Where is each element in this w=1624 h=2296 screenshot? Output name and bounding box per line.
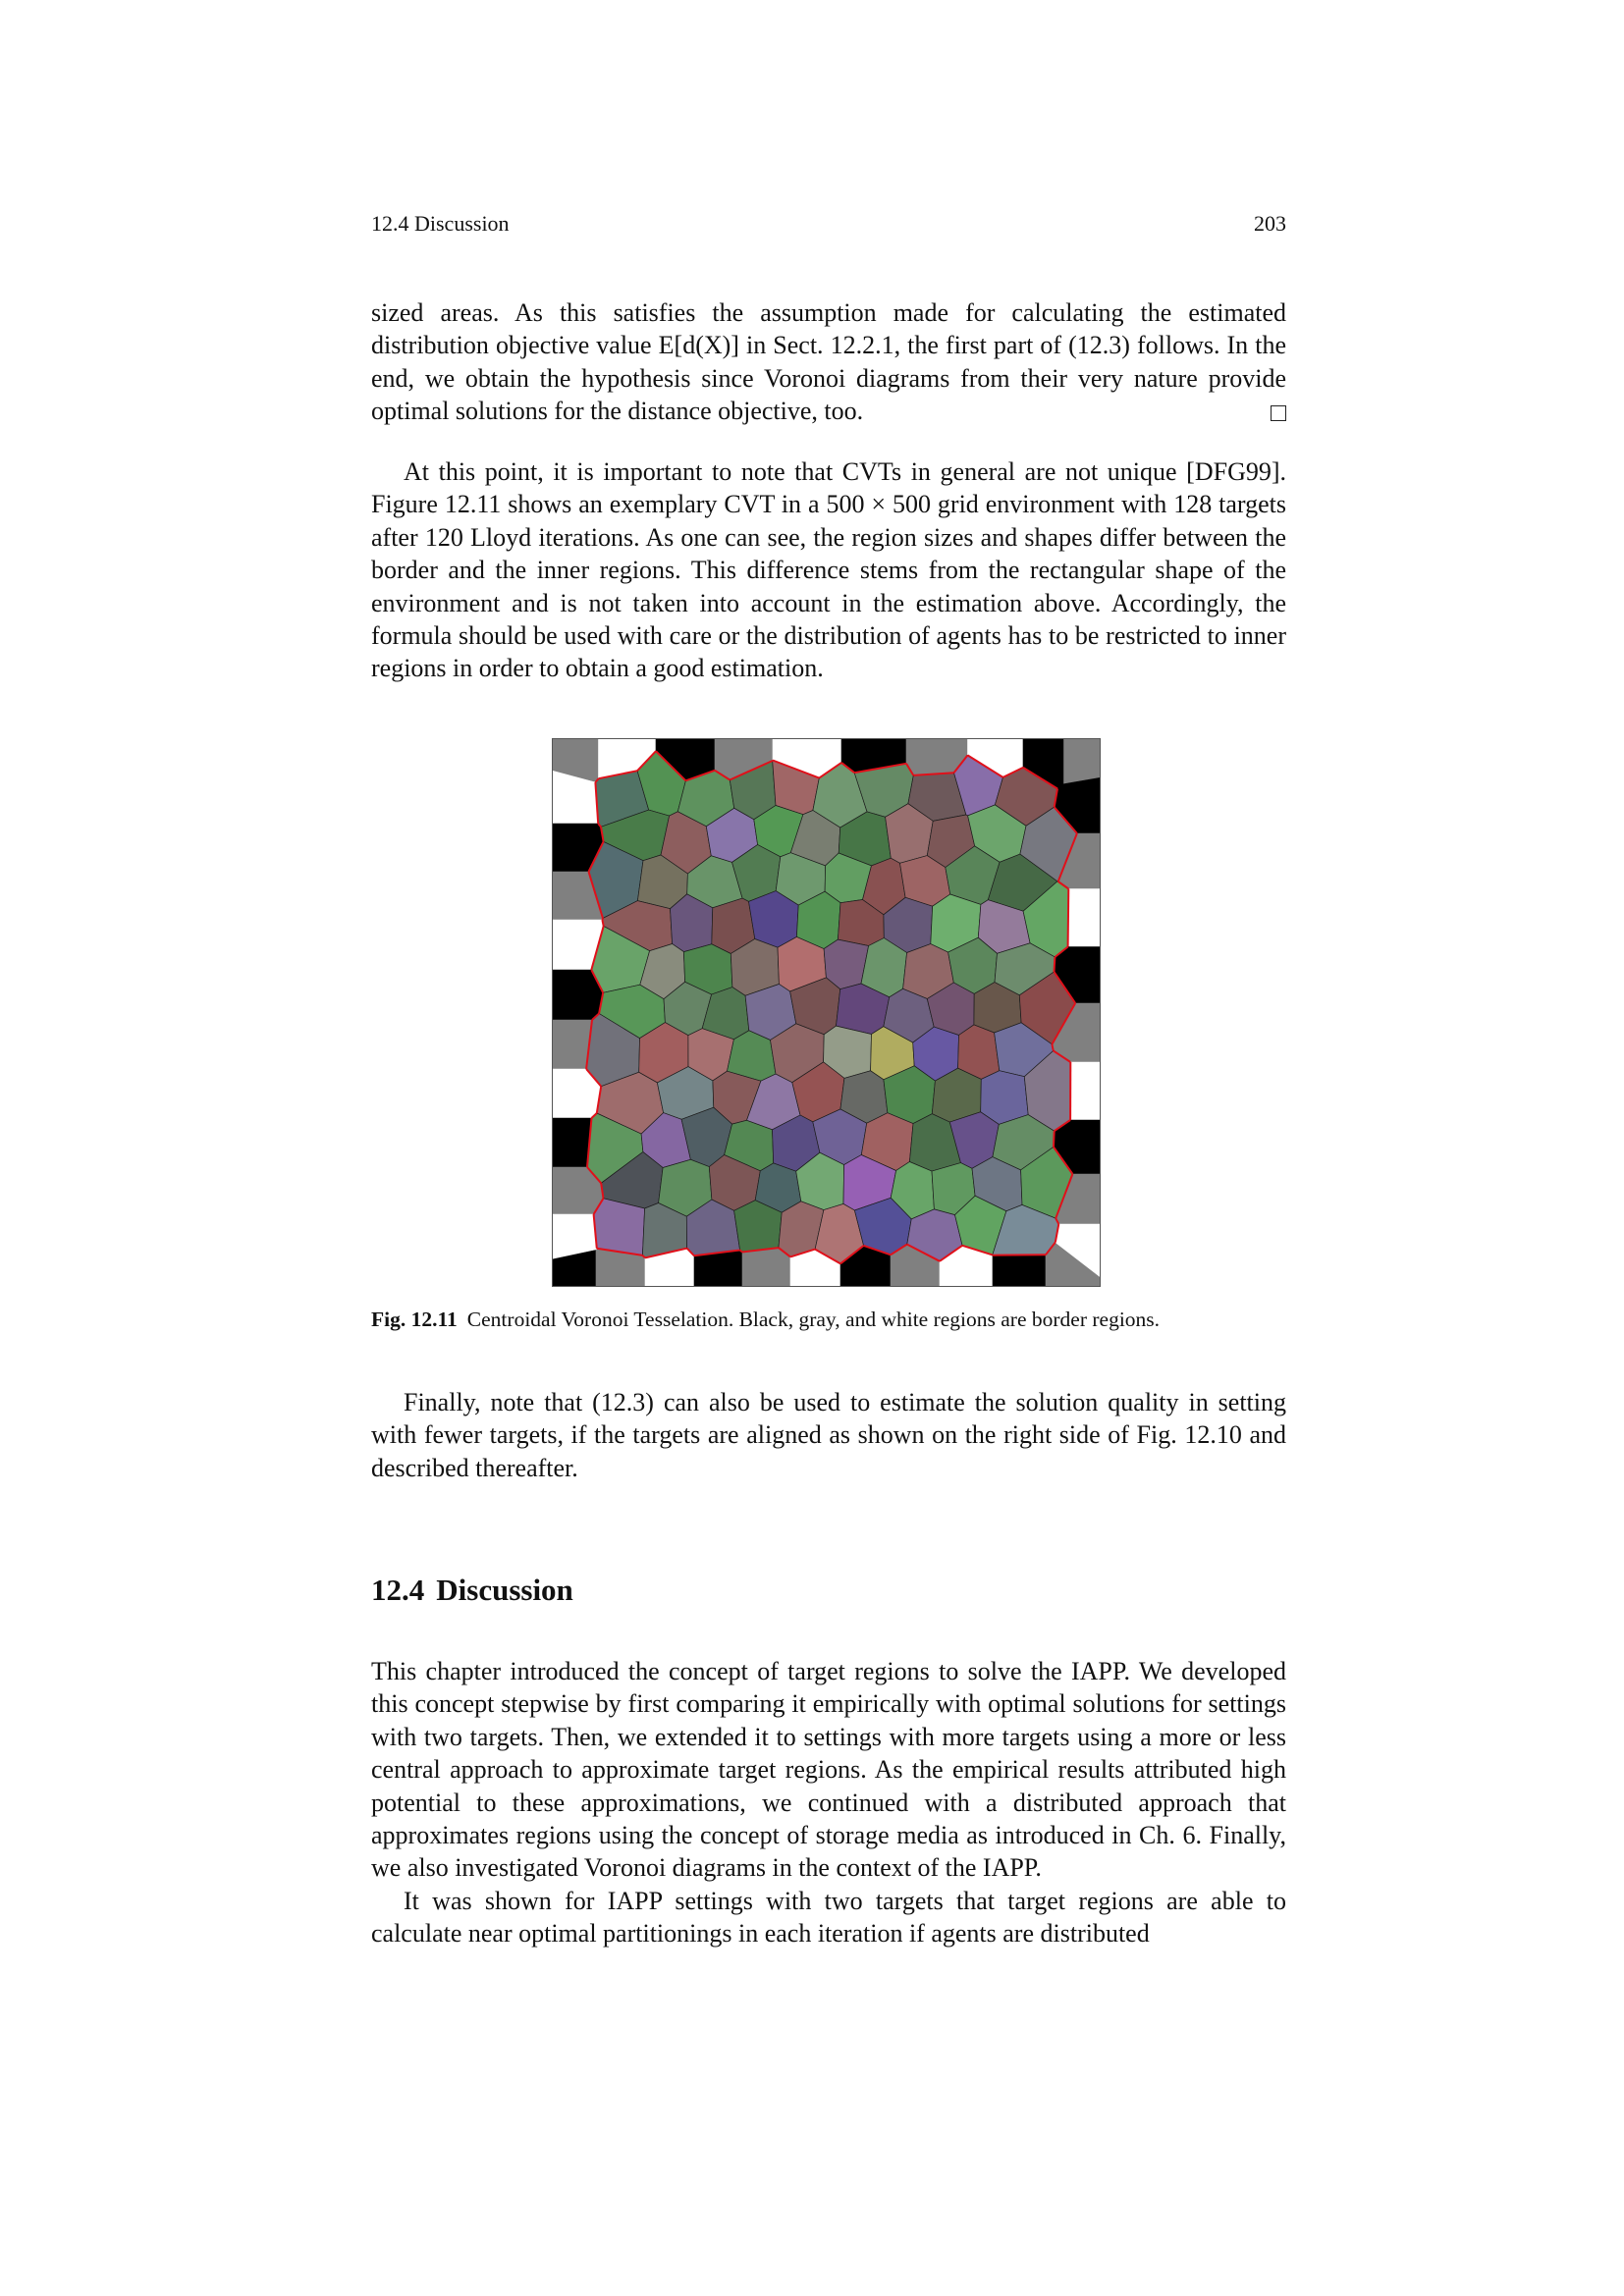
region-boundary-line: [602, 920, 603, 926]
paragraph-1: sized areas. As this satisfies the assumption made for calculating the estimated distribution objective value E[d(X)] in Sect. 12.2.1, the first part of (12.3) follows. In the end, we obtain the hypothesis since Voronoi diagrams from their very nature provide optimal solutions for the distance objective, too.: [371, 298, 1286, 426]
page-number: 203: [1254, 211, 1286, 236]
paragraph-3-block: [371, 1386, 1286, 1484]
border-region: [742, 1248, 790, 1287]
region-boundary-line: [1054, 1131, 1055, 1147]
figure-label: Fig. 12.11: [371, 1308, 458, 1331]
border-region: [993, 1255, 1046, 1287]
cvt-figure: [552, 738, 1101, 1287]
border-region: [1068, 889, 1101, 947]
paragraph-2: At this point, it is important to note that CVTs in general are not unique [DFG99]. Figure 12.11 shows an exemplary CVT in a 500 × 500 grid environment with 128 targets after 120 Lloyd iterations. As one can see, the region sizes and shapes differ between the border and the inner regions. This difference stems from the rectangular shape of the environment and is not taken into account in the estimation above. Accordingly, the formula should be used with care or the distribution of agents has to be restricted to inner regions in order to obtain a good estimation.: [371, 457, 1286, 683]
region-boundary-line: [1068, 889, 1069, 947]
running-head-section: 12.4 Discussion: [371, 211, 510, 236]
figure-caption: [371, 1306, 1286, 1333]
region-boundary-line: [1052, 1044, 1053, 1051]
running-head: [371, 210, 1286, 238]
qed-box-icon: [1271, 405, 1286, 421]
section-title: Discussion: [436, 1573, 573, 1607]
border-region: [552, 1020, 592, 1069]
region-boundary-line: [1055, 957, 1056, 972]
inner-region: [594, 1199, 645, 1255]
paragraph-5: It was shown for IAPP settings with two targets that target regions are able to calculate near optimal partitionings in each iteration if agents are distributed: [371, 1886, 1286, 1949]
border-region: [1064, 738, 1102, 784]
paragraph-3: Finally, note that (12.3) can also be used to estimate the solution quality in setting with fewer targets, if the targets are aligned as shown on the right side of Fig. 12.10 and described thereafter.: [371, 1388, 1286, 1482]
paragraph-4: This chapter introduced the concept of target regions to solve the IAPP. We developed this concept stepwise by first comparing it empirically with optimal solutions for settings with two targets. Then, we extended it to settings with more targets using a more or less central approach to approximate target regions. As the empirical results attributed high potential to these approximations, we continued with a distributed approach that approximates regions using the concept of storage media as introduced in Ch. 6. Finally, we also investigated Voronoi diagrams in the context of the IAPP.: [371, 1657, 1286, 1883]
figure-caption-text: Centroidal Voronoi Tesselation. Black, gray, and white regions are border regions.: [466, 1308, 1161, 1331]
inner-region: [981, 1071, 1028, 1125]
paragraph-1-block: [371, 296, 1286, 428]
section-number: 12.4: [371, 1573, 425, 1607]
region-boundary-line: [602, 918, 603, 920]
border-region: [1070, 1062, 1101, 1120]
section-heading: [371, 1571, 1286, 1610]
cvt-diagram: [552, 738, 1101, 1287]
paragraph-4-block: [371, 1655, 1286, 1950]
paragraph-2-block: [371, 455, 1286, 685]
border-region: [552, 1118, 592, 1167]
